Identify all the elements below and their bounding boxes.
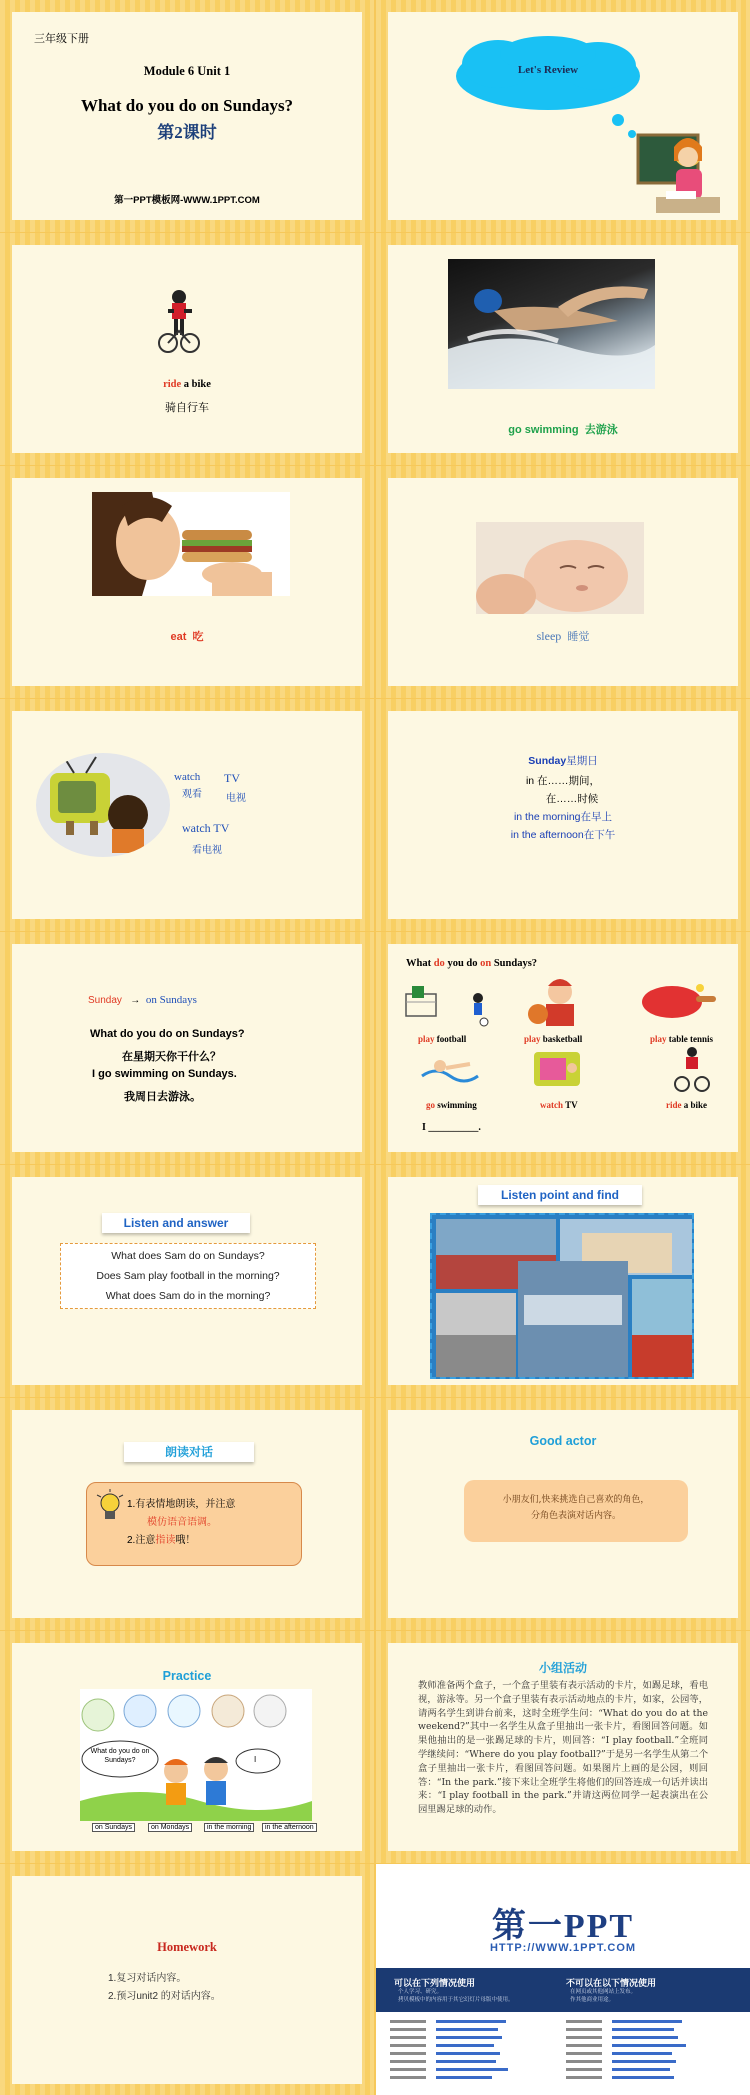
vocab-cn: 在早上	[580, 811, 613, 823]
text-highlight: 指读	[155, 1535, 176, 1546]
slide-card	[388, 711, 738, 919]
slide-card	[12, 944, 362, 1152]
slide-16[interactable]	[376, 1631, 750, 1863]
slide-card	[12, 1643, 362, 1851]
can-use-item: 个人学习、研究。	[398, 1989, 443, 1995]
can-use-list	[398, 1988, 514, 2004]
table-tennis-icon	[640, 980, 720, 1024]
brand-url[interactable]: HTTP://WWW.1PPT.COM	[489, 1942, 637, 1954]
section-title: 朗读对话	[124, 1442, 254, 1462]
noun: table tennis	[666, 1034, 714, 1044]
activity-label	[650, 1034, 713, 1044]
q-part: Sundays?	[491, 958, 538, 969]
slide-13[interactable]	[0, 1398, 374, 1630]
vocab-line-5	[388, 827, 738, 842]
answer-cn: 我周日去游泳。	[124, 1091, 201, 1103]
lightbulb-icon	[95, 1489, 125, 1523]
instruction-line-2: 模仿语音语调。	[147, 1517, 217, 1528]
noun: a bike	[681, 1100, 708, 1110]
section-title: Practice	[162, 1669, 212, 1683]
noun: swimming	[435, 1100, 477, 1110]
slide-14[interactable]	[376, 1398, 750, 1630]
activity-label	[426, 1100, 477, 1110]
baby-photo	[476, 522, 644, 614]
cannot-use-item: 作其他商业用途。	[570, 1997, 615, 2003]
question-box	[60, 1243, 316, 1309]
cannot-use-item: 在网页或其他网站上发布。	[570, 1989, 637, 1995]
verb: play	[524, 1034, 541, 1044]
slide-17[interactable]	[0, 1864, 374, 2095]
swimming-icon	[418, 1054, 488, 1090]
slide-9[interactable]	[0, 932, 374, 1164]
slide-10[interactable]	[376, 932, 750, 1164]
instruction-box	[464, 1480, 688, 1542]
can-use-item: 拷贝模板中的内容用于其它幻灯片母版中使用。	[398, 1997, 514, 2003]
vocab-en: in the afternoon	[510, 829, 584, 841]
verb: go	[426, 1100, 435, 1110]
word-label	[388, 628, 738, 644]
activity-description: 教师准备两个盒子，一个盒子里装有表示活动的卡片，如踢足球，看电视，游泳等。另一个盒子里装有表示活动地点的卡片，如家，公园等，请两名学生到讲台前来，这时全班学生问：“What do you do at the weekend?”其中一名学生从盒子里抽出一张卡片，看图回答问题。如果他抽出的是一张踢足球的卡片，则回答：“I play football.”全班同学继续问：“Where do you play football?”于是另一名学生从第二个盒子里抽出一张卡片，看图回答问题。如果图片上画的是公园，则回答：“In the park.”接下来让全班学生将他们的回答连成一句话并读出来：“I play football in the park.”并请这两位同学一起表演出在公园里踢足球的动作。	[418, 1680, 708, 1816]
practice-illustration	[80, 1689, 312, 1821]
slide-card	[388, 478, 738, 686]
slide-card	[388, 1177, 738, 1385]
word-cn: 去游泳	[584, 424, 618, 436]
slide-7[interactable]	[0, 699, 374, 931]
word-en: sleep	[536, 629, 562, 643]
activity-label	[524, 1034, 582, 1044]
slide-2[interactable]	[376, 0, 750, 232]
instruction-box	[86, 1482, 302, 1566]
label-strip	[92, 1823, 320, 1835]
time-label: on Mondays	[148, 1823, 192, 1832]
slide-15[interactable]	[0, 1631, 374, 1863]
watch-tv-cn: 看电视	[192, 845, 222, 856]
slide-card	[12, 478, 362, 686]
word-rest: a bike	[181, 379, 211, 390]
slide-5[interactable]	[0, 466, 374, 698]
instruction-line-1: 小朋友们,快来挑选自己喜欢的角色，	[502, 1495, 650, 1505]
verb: play	[650, 1034, 667, 1044]
vocab-en: Sunday	[528, 755, 567, 767]
section-title: Listen and answer	[102, 1213, 250, 1233]
time-label: on Sundays	[92, 1823, 135, 1832]
slide-card	[12, 1410, 362, 1618]
word-label	[388, 421, 738, 437]
section-title: Good actor	[529, 1434, 597, 1448]
section-title: Listen point and find	[478, 1185, 642, 1205]
eating-photo	[92, 492, 290, 596]
can-use-title: 可以在下列情况使用	[394, 1978, 476, 1988]
teacher-illustration	[636, 127, 726, 222]
section-title: 小组活动	[538, 1661, 587, 1675]
word-to: on Sundays	[145, 994, 197, 1006]
link-lines	[376, 2012, 750, 2095]
slide-8[interactable]	[376, 699, 750, 931]
word-label	[12, 628, 362, 644]
review-cloud	[448, 34, 648, 144]
speech-bubble: What do you do on Sundays?	[90, 1748, 150, 1764]
slide-card	[12, 711, 362, 919]
verb: ride	[666, 1100, 682, 1110]
time-label: in the afternoon	[262, 1823, 317, 1832]
tv-illustration	[36, 753, 170, 857]
tv-en: TV	[224, 771, 240, 785]
question-en: What do you do on Sundays?	[90, 1028, 245, 1040]
activity-label	[418, 1034, 466, 1044]
activity-label	[666, 1100, 707, 1110]
slide-1[interactable]	[0, 0, 374, 232]
word-highlight: ride	[163, 379, 182, 390]
swimmer-photo	[448, 259, 655, 389]
homework-list	[108, 1970, 221, 2006]
word-en: go swimming	[508, 424, 579, 436]
bike-icon	[672, 1046, 712, 1094]
speech-bubble-reply: I	[254, 1755, 257, 1764]
question-item: What does Sam do in the morning?	[105, 1290, 271, 1302]
word-cn: 吃	[192, 631, 204, 643]
vocab-line-1	[388, 753, 738, 768]
noun: TV	[563, 1100, 578, 1110]
brand-logo: 第一PPT	[491, 1908, 635, 1945]
slide-card	[12, 1177, 362, 1385]
word-cn: 骑自行车	[165, 402, 209, 414]
slide-12[interactable]	[376, 1165, 750, 1397]
watch-tv-icon	[528, 1048, 590, 1092]
vocab-line-3: 在……时候	[545, 793, 599, 805]
question-title	[406, 958, 537, 969]
text-part: 哦！	[175, 1535, 196, 1546]
module-label: Module 6 Unit 1	[143, 64, 231, 78]
instruction-line-1: 1.有表情地朗读，并注意	[127, 1499, 236, 1510]
word-en: eat	[170, 631, 187, 643]
instruction-line-2: 分角色表演对话内容。	[530, 1511, 621, 1521]
vocab-cn: 在下午	[583, 829, 616, 841]
branding-slide	[376, 1864, 750, 2095]
slide-card	[388, 1410, 738, 1618]
noun: basketball	[540, 1034, 583, 1044]
watch-cn: 观看	[182, 789, 202, 800]
word-from: Sunday	[88, 995, 122, 1006]
license-footer	[376, 1968, 750, 2095]
verb: play	[418, 1034, 435, 1044]
slide-card	[388, 944, 738, 1152]
homework-item: 2.预习unit2 的对话内容。	[108, 1991, 221, 2002]
q-highlight: do	[433, 958, 445, 969]
tv-cn: 电视	[226, 793, 246, 804]
vocab-line-2: in 在……期间，	[525, 775, 601, 787]
slide-card	[388, 245, 738, 453]
answer-blank: I __________.	[422, 1122, 481, 1133]
slide-card	[12, 245, 362, 453]
bubble-text: Let's Review	[517, 64, 579, 76]
vocab-en: in the morning	[513, 811, 581, 823]
instruction-line-3	[127, 1531, 195, 1546]
section-title: Homework	[157, 1940, 217, 1954]
school-collage	[430, 1213, 694, 1379]
cannot-use-list	[570, 1988, 636, 2004]
link-directory	[376, 2012, 750, 2095]
question-item: Does Sam play football in the morning?	[96, 1270, 280, 1282]
page-title: What do you do on Sundays?	[80, 96, 294, 115]
football-icon	[402, 984, 492, 1028]
activity-label	[540, 1100, 578, 1110]
q-part: What	[406, 958, 434, 969]
watch-tv-en: watch TV	[182, 821, 230, 835]
cannot-use-title: 不可以在以下情况使用	[566, 1978, 657, 1988]
slide-3[interactable]	[0, 233, 374, 465]
transform-line	[88, 994, 197, 1006]
question-cn: 在星期天你干什么？	[122, 1051, 221, 1063]
bike-boy-icon	[154, 289, 204, 355]
vocab-line-4	[388, 809, 738, 824]
q-highlight: on	[480, 958, 492, 969]
site-label: 第一PPT模板网-WWW.1PPT.COM	[114, 195, 260, 206]
vocab-cn: 星期日	[566, 755, 598, 767]
grade-label: 三年级下册	[34, 33, 89, 45]
slide-18[interactable]	[376, 1864, 750, 2095]
time-label: in the morning	[204, 1823, 254, 1832]
word-cn: 睡觉	[567, 631, 590, 643]
arrow-icon: →	[130, 995, 141, 1006]
q-part: you do	[444, 958, 481, 969]
basketball-icon	[528, 976, 592, 1030]
slide-4[interactable]	[376, 233, 750, 465]
homework-item: 1.复习对话内容。	[108, 1973, 187, 1984]
slide-6[interactable]	[376, 466, 750, 698]
slide-card	[388, 12, 738, 220]
noun: football	[434, 1034, 467, 1044]
text-part: 2.注意	[127, 1535, 156, 1546]
slide-card	[12, 12, 362, 220]
slide-card	[388, 1643, 738, 1851]
lesson-label: 第2课时	[157, 123, 217, 142]
slide-card	[12, 1876, 362, 2084]
slide-11[interactable]	[0, 1165, 374, 1397]
question-item: What does Sam do on Sundays?	[111, 1250, 265, 1262]
answer-en: I go swimming on Sundays.	[92, 1068, 237, 1080]
word-label	[12, 379, 362, 390]
watch-en: watch	[174, 771, 201, 783]
verb: watch	[540, 1100, 563, 1110]
